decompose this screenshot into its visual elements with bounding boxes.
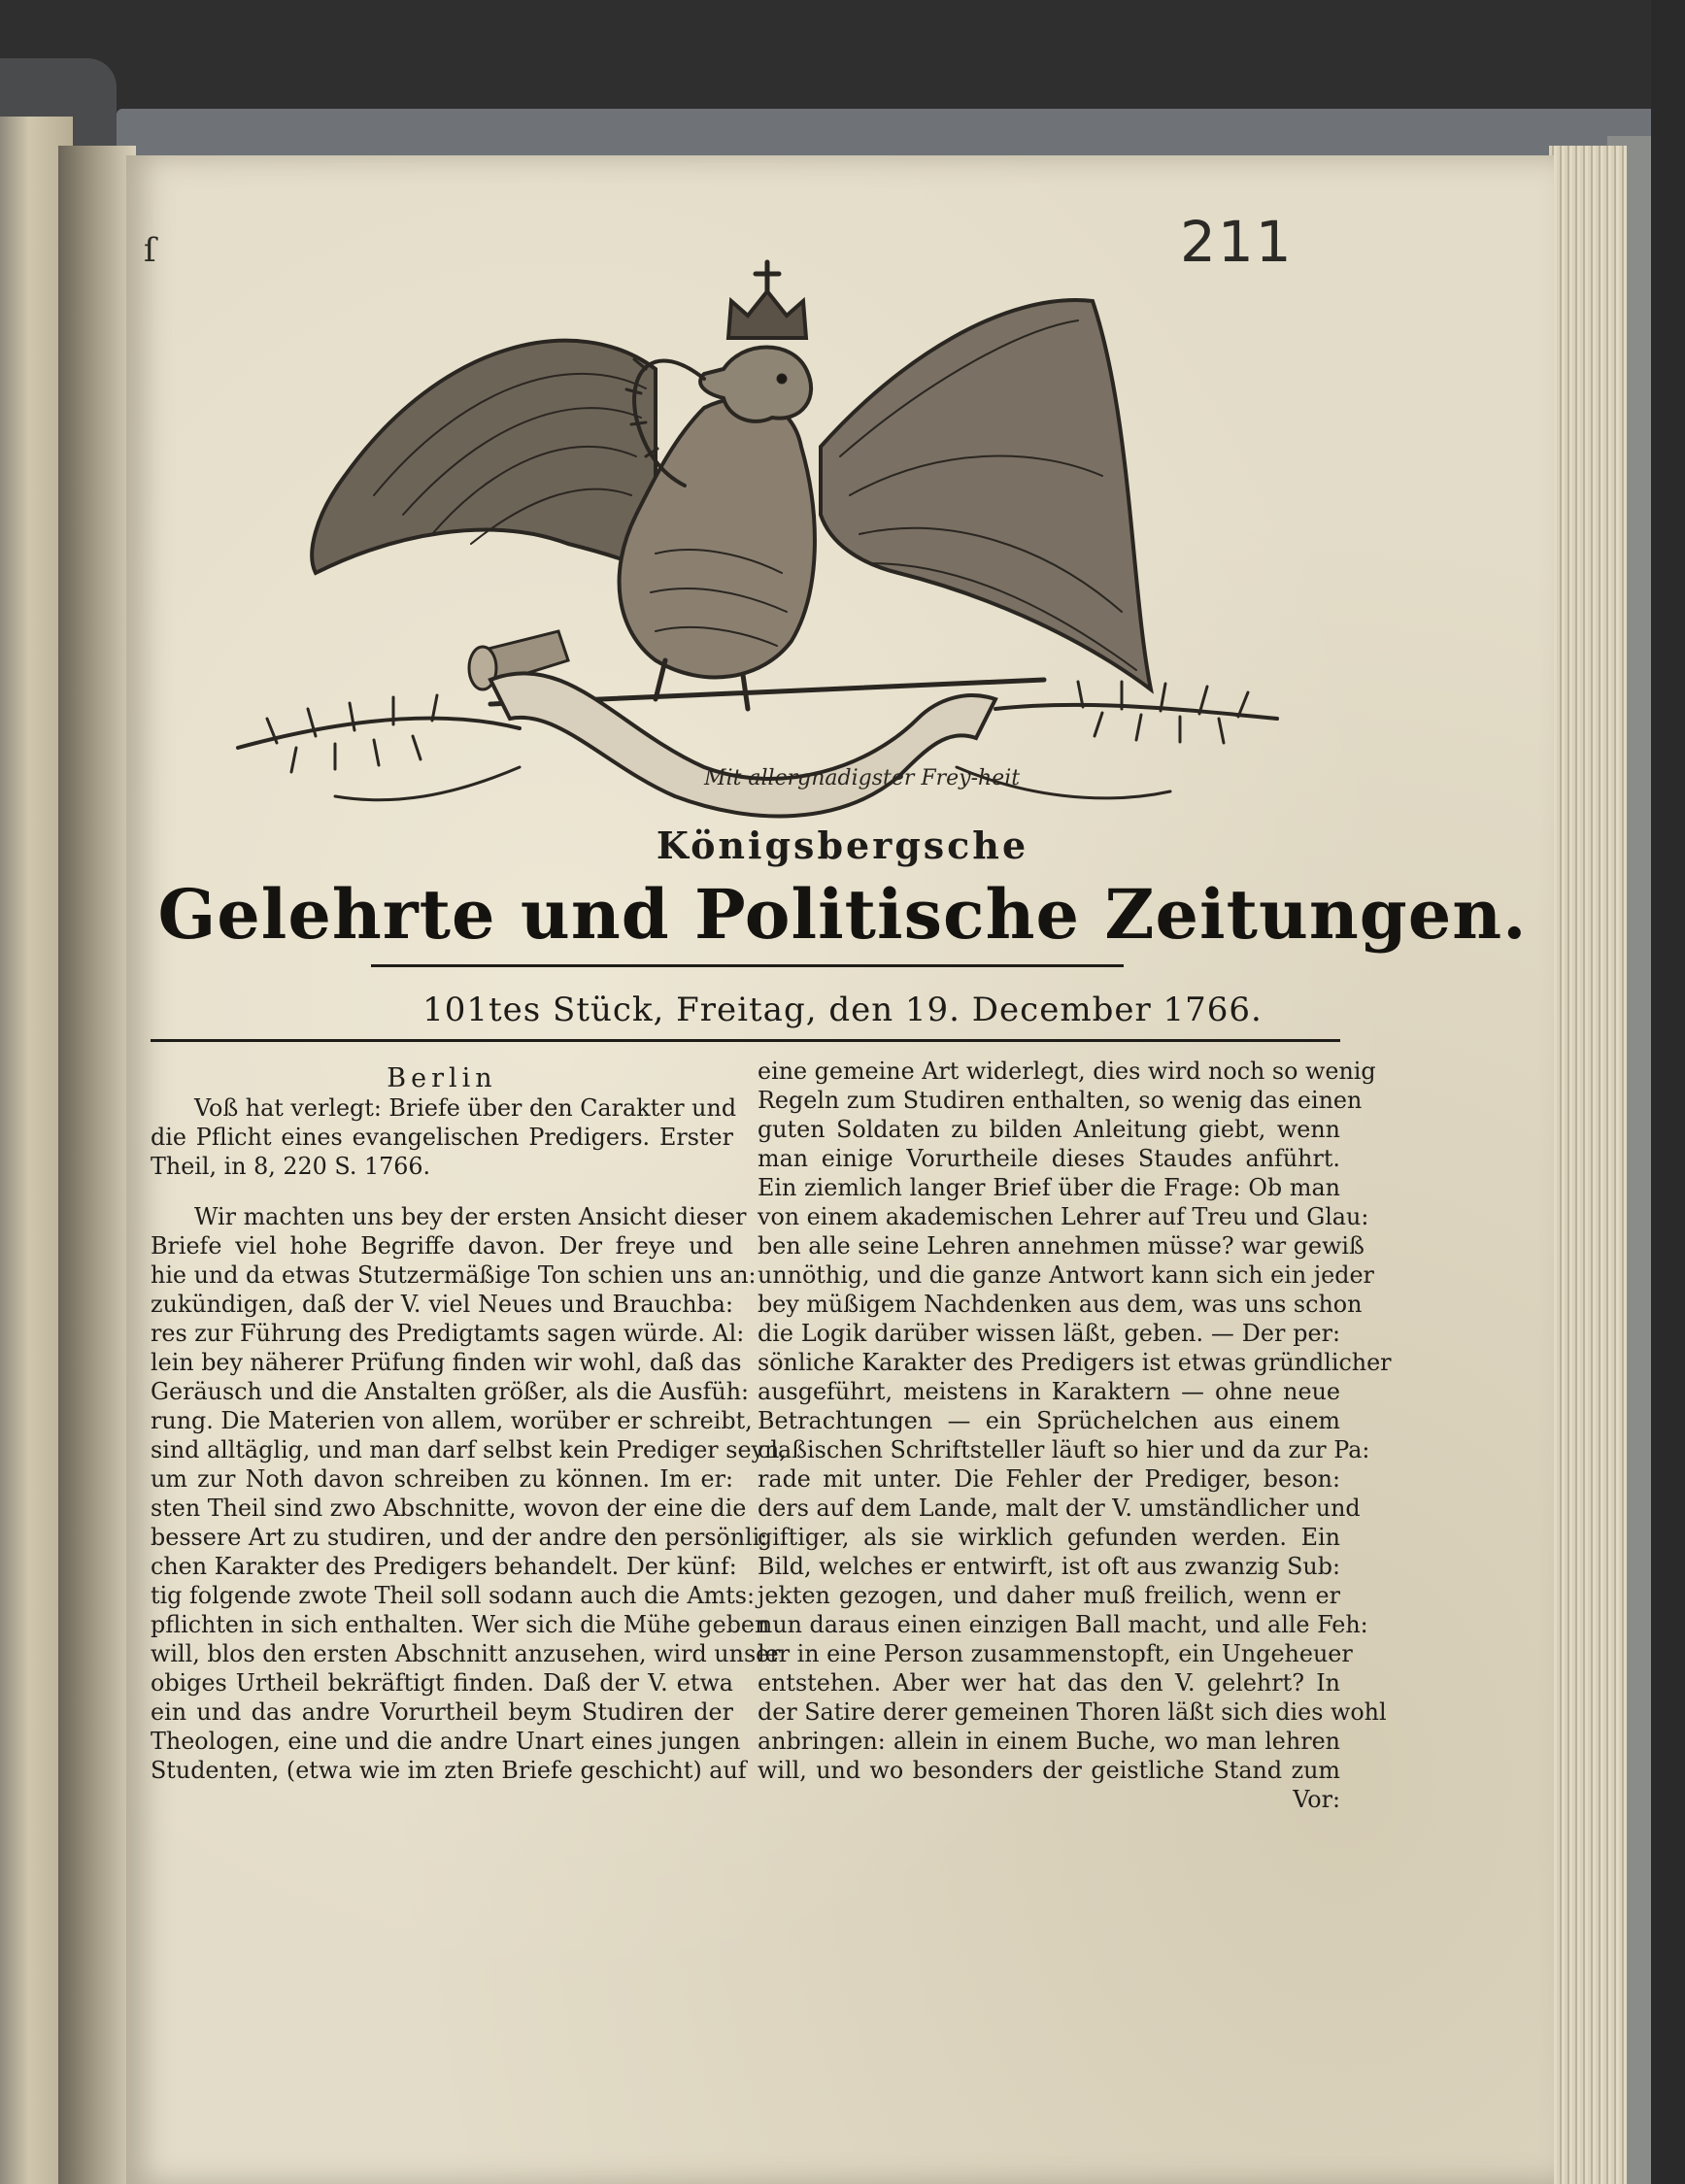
text-line: ben alle seine Lehren annehmen müsse? war gewiß bbox=[758, 1232, 1365, 1260]
text-line: chen Karakter des Predigers behandelt. Der künf: bbox=[151, 1553, 737, 1580]
banner-text: Mit allergnädigster Frey-heit bbox=[704, 766, 1021, 790]
page-number: 211 bbox=[1180, 209, 1294, 275]
scanner-background-right bbox=[1651, 0, 1685, 2184]
text-line: bey müßigem Nachdenken aus dem, was uns schon bbox=[758, 1291, 1363, 1318]
margin-mark: ſ bbox=[144, 231, 156, 270]
text-line: lein bey näherer Prüfung finden wir wohl, daß das bbox=[151, 1349, 742, 1376]
article-body-left bbox=[151, 1202, 787, 1785]
scanner-background bbox=[0, 0, 1685, 117]
article-column-left bbox=[151, 1063, 787, 1785]
text-line: tig folgende zwote Theil soll sodann auch die Amts: bbox=[151, 1582, 756, 1609]
text-line: sönliche Karakter des Predigers ist etwas gründlicher bbox=[758, 1349, 1392, 1376]
text-line: will, blos den ersten Abschnitt anzusehen, wird unser bbox=[151, 1640, 781, 1667]
text-line: Ein ziemlich langer Brief über die Frage: Ob man bbox=[758, 1174, 1340, 1201]
text-line: obiges Urtheil bekräftigt finden. Daß der V. etwa bbox=[151, 1669, 733, 1697]
masthead-title: Gelehrte und Politische Zeitungen. bbox=[157, 874, 1528, 955]
text-line: ausgeführt, meistens in Karaktern — ohne neue bbox=[758, 1378, 1340, 1405]
issue-rule bbox=[151, 1039, 1340, 1042]
text-line: Wir machten uns bey der ersten Ansicht dieser bbox=[194, 1203, 747, 1230]
text-line: ler in eine Person zusammenstopft, ein Ungeheuer bbox=[758, 1640, 1353, 1667]
article-intro bbox=[151, 1093, 737, 1181]
text-line: nun daraus einen einzigen Ball macht, und alle Feh: bbox=[758, 1611, 1368, 1638]
text-line: rade mit unter. Die Fehler der Prediger, beson: bbox=[758, 1465, 1340, 1493]
text-line: jekten gezogen, und daher muß freilich, wenn er bbox=[758, 1582, 1340, 1609]
text-line: entstehen. Aber wer hat das den V. gelehrt? In bbox=[758, 1669, 1340, 1697]
text-line: Regeln zum Studiren enthalten, so wenig das einen bbox=[758, 1087, 1363, 1114]
text-line: sind alltäglig, und man darf selbst kein Prediger seyn, bbox=[151, 1436, 787, 1463]
text-line: guten Soldaten zu bilden Anleitung giebt, wenn bbox=[758, 1116, 1340, 1143]
text-line: ders auf dem Lande, malt der V. umständlicher und bbox=[758, 1495, 1361, 1522]
text-line: man einige Vorurtheile dieses Staudes anführt. bbox=[758, 1145, 1340, 1172]
article-heading: Berlin bbox=[387, 1063, 497, 1093]
text-line: zukündigen, daß der V. viel Neues und Brauchba: bbox=[151, 1291, 733, 1318]
text-line: will, und wo besonders der geistliche Stand zum bbox=[758, 1757, 1340, 1784]
text-line: giftiger, als sie wirklich gefunden werden. Ein bbox=[758, 1524, 1340, 1551]
page-stack-edge bbox=[1549, 146, 1627, 2184]
issue-line: 101tes Stück, Freitag, den 19. December 1766. bbox=[422, 991, 1263, 1029]
masthead-subtitle: Königsbergsche bbox=[656, 823, 1029, 867]
text-line: res zur Führung des Predigtamts sagen würde. Al: bbox=[151, 1320, 745, 1347]
text-line: bessere Art zu studiren, und der andre den persönli: bbox=[151, 1524, 768, 1551]
text-line: pflichten in sich enthalten. Wer sich die Mühe geben bbox=[151, 1611, 770, 1638]
text-line: Geräusch und die Anstalten größer, als die Ausfüh: bbox=[151, 1378, 750, 1405]
text-line: Studenten, (etwa wie im zten Briefe geschicht) auf bbox=[151, 1757, 747, 1784]
article-column-right bbox=[758, 1057, 1392, 1814]
text-line: um zur Noth davon schreiben zu können. Im er: bbox=[151, 1465, 733, 1493]
text-line: anbringen: allein in einem Buche, wo man lehren bbox=[758, 1728, 1340, 1755]
text-line: Theologen, eine und die andre Unart eines jungen bbox=[151, 1728, 741, 1755]
text-line: Betrachtungen — ein Sprüchelchen aus einem bbox=[758, 1407, 1340, 1434]
crowned-eagle-emblem bbox=[199, 223, 1316, 825]
text-line: Briefe viel hohe Begriffe davon. Der freye und bbox=[151, 1232, 733, 1260]
intro-line: Theil, in 8, 220 S. 1766. bbox=[151, 1153, 431, 1180]
text-line: rung. Die Materien von allem, worüber er schreibt, bbox=[151, 1407, 753, 1434]
text-line: hie und da etwas Stutzermäßige Ton schien uns an: bbox=[151, 1261, 757, 1289]
book-gutter bbox=[58, 146, 136, 2184]
text-line: sten Theil sind zwo Abschnitte, wovon der eine die bbox=[151, 1495, 747, 1522]
intro-line: die Pflicht eines evangelischen Predigers. Erster bbox=[151, 1124, 733, 1151]
text-line: eine gemeine Art widerlegt, dies wird noch so wenig bbox=[758, 1058, 1376, 1085]
text-line: Bild, welches er entwirft, ist oft aus zwanzig Sub: bbox=[758, 1553, 1340, 1580]
text-line: von einem akademischen Lehrer auf Treu und Glau: bbox=[758, 1203, 1369, 1230]
text-line: die Logik darüber wissen läßt, geben. — Der per: bbox=[758, 1320, 1340, 1347]
intro-line: Voß hat verlegt: Briefe über den Carakter und bbox=[194, 1094, 737, 1122]
text-line: der Satire derer gemeinen Thoren läßt sich dies wohl bbox=[758, 1698, 1387, 1726]
text-line: ein und das andre Vorurtheil beym Studiren der bbox=[151, 1698, 733, 1726]
text-line: claßischen Schriftsteller läuft so hier und da zur Pa: bbox=[758, 1436, 1370, 1463]
catchword: Vor: bbox=[1293, 1786, 1340, 1813]
masthead-rule bbox=[371, 964, 1124, 967]
text-line: unnöthig, und die ganze Antwort kann sich ein jeder bbox=[758, 1261, 1374, 1289]
